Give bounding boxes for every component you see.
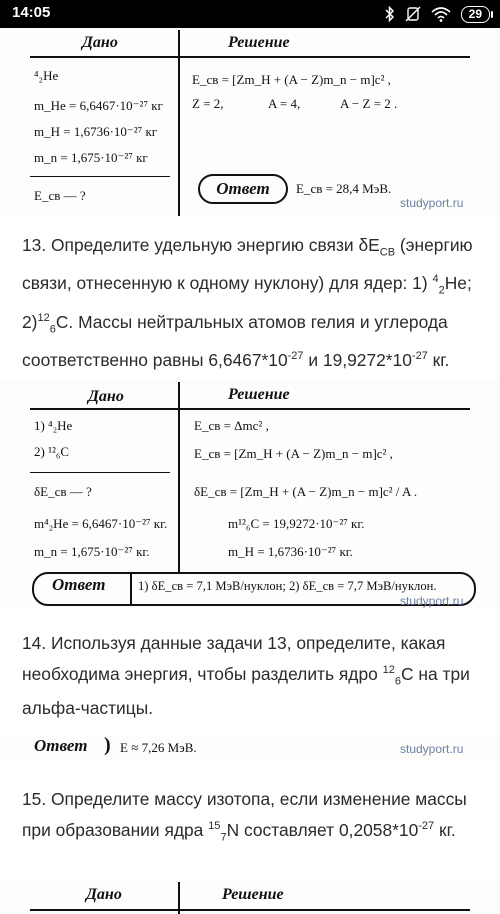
problem-13 (22, 232, 482, 374)
given-line: δE_св — ? (34, 484, 92, 499)
problem-13-text: (энергию связи, отнесенную к одному нуклону) для ядер: 1) (22, 235, 473, 294)
answer-label: Ответ (198, 174, 288, 204)
problem-15-mid: N составляет 0,2058*10 (226, 819, 419, 840)
given-line: E_св — ? (34, 188, 86, 203)
problem-13-c: C. Массы нейтральных атомов гелия и углерода соответственно равны 6,6467*10 (22, 311, 448, 370)
solution-line: δE_св = [Zm_H + (A − Z)m_n − m]c² / A . (194, 484, 418, 499)
answer-label: Ответ (34, 736, 88, 755)
status-bar (0, 0, 500, 28)
status-icons (385, 4, 490, 24)
solution-scan-2 (0, 380, 500, 610)
answer-bracket: ) (104, 734, 111, 756)
solution-line: A = 4, (268, 96, 301, 111)
solution-line: E_св = [Zm_H + (A − Z)m_n − m]c² , (192, 72, 391, 87)
problem-14-end: C на три альфа-частицы. (22, 663, 470, 719)
solution-header: Решение (228, 386, 290, 403)
given-line: m_n = 1,675·10⁻²⁷ кг (34, 150, 148, 165)
answer-text: E ≈ 7,26 МэВ. (120, 740, 197, 755)
problem-14 (22, 630, 482, 722)
problem-13-end: кг. (427, 349, 450, 370)
problem-13-sub: СВ (379, 246, 396, 259)
given-line: m_n = 1,675·10⁻²⁷ кг. (34, 544, 150, 559)
problem-13-c-charge: 6 (49, 323, 56, 335)
given-line: 2) ¹²₆C (34, 444, 70, 459)
battery-icon: 29 (461, 6, 490, 23)
table-header-rule (30, 56, 470, 58)
answer-divider (130, 572, 132, 606)
problem-14-charge: 6 (394, 675, 402, 688)
problem-15 (22, 786, 482, 851)
solution-line: m_H = 1,6736·10⁻²⁷ кг. (228, 544, 353, 559)
problem-13-he-mass: 4 (432, 273, 439, 286)
given-line: m_He = 6,6467·10⁻²⁷ кг (34, 98, 163, 113)
solution-line: m¹²₆C = 19,9272·10⁻²⁷ кг. (228, 516, 365, 531)
answer-text: E_св = 28,4 МэВ. (296, 181, 392, 196)
problem-15-mass: 15 (208, 820, 221, 832)
table-header-rule (30, 909, 470, 911)
answer-label: Ответ (52, 575, 106, 594)
solution-header: Решение (222, 886, 284, 903)
solution-scan-4 (0, 880, 500, 914)
problem-14-text: 14. Используя данные задачи 13, определите, какая необходима энергия, чтобы разделить ядро (22, 633, 446, 684)
bluetooth-icon (385, 6, 395, 22)
problem-15-end: кг. (434, 819, 456, 840)
problem-15-text: 15. Определите массу изотопа, если изменение массы при образовании ядра (22, 789, 467, 840)
problem-14-mass: 12 (382, 664, 395, 676)
problem-15-charge: 7 (220, 831, 227, 844)
given-line: m⁴₂He = 6,6467·10⁻²⁷ кг. (34, 516, 168, 531)
answer-scan-3 (0, 734, 500, 762)
problem-13-c-mass: 12 (37, 311, 50, 324)
problem-13-he: He; 2) (22, 273, 472, 332)
solution-header: Решение (228, 34, 290, 51)
given-line: m_H = 1,6736·10⁻²⁷ кг (34, 124, 158, 139)
table-divider (178, 30, 180, 216)
given-header: Дано (82, 34, 118, 51)
table-header-rule (30, 408, 470, 410)
problem-13-exp2: -27 (411, 350, 428, 362)
status-time: 14:05 (12, 4, 51, 21)
answer-text: 1) δE_св = 7,1 МэВ/нуклон; 2) δE_св = 7,7 МэВ/нуклон. (138, 579, 437, 593)
given-header: Дано (86, 886, 122, 903)
problem-13-lead: 13. Определите удельную энергию связи δE (22, 235, 380, 255)
solution-line: E_св = Δmc² , (194, 418, 269, 433)
given-header: Дано (88, 388, 124, 405)
problem-13-exp1: -27 (287, 350, 304, 362)
given-line: 1) ⁴₂He (34, 418, 73, 433)
watermark: studyport.ru (400, 594, 464, 608)
given-line: ⁴₂He (34, 68, 59, 83)
given-rule (30, 472, 170, 473)
wifi-icon (431, 6, 451, 22)
watermark: studyport.ru (400, 742, 464, 756)
problem-13-he-charge: 2 (438, 284, 445, 297)
problem-15-exp: -27 (418, 820, 435, 832)
table-divider (178, 382, 180, 572)
problem-13-mid: и 19,9272*10 (303, 349, 412, 370)
watermark: studyport.ru (400, 196, 464, 210)
given-rule (30, 176, 170, 177)
solution-line: Z = 2, (192, 96, 224, 111)
solution-scan-1 (0, 28, 500, 218)
solution-line: E_св = [Zm_H + (A − Z)m_n − m]c² , (194, 446, 393, 461)
solution-line: A − Z = 2 . (340, 96, 398, 111)
mute-icon (405, 6, 421, 22)
